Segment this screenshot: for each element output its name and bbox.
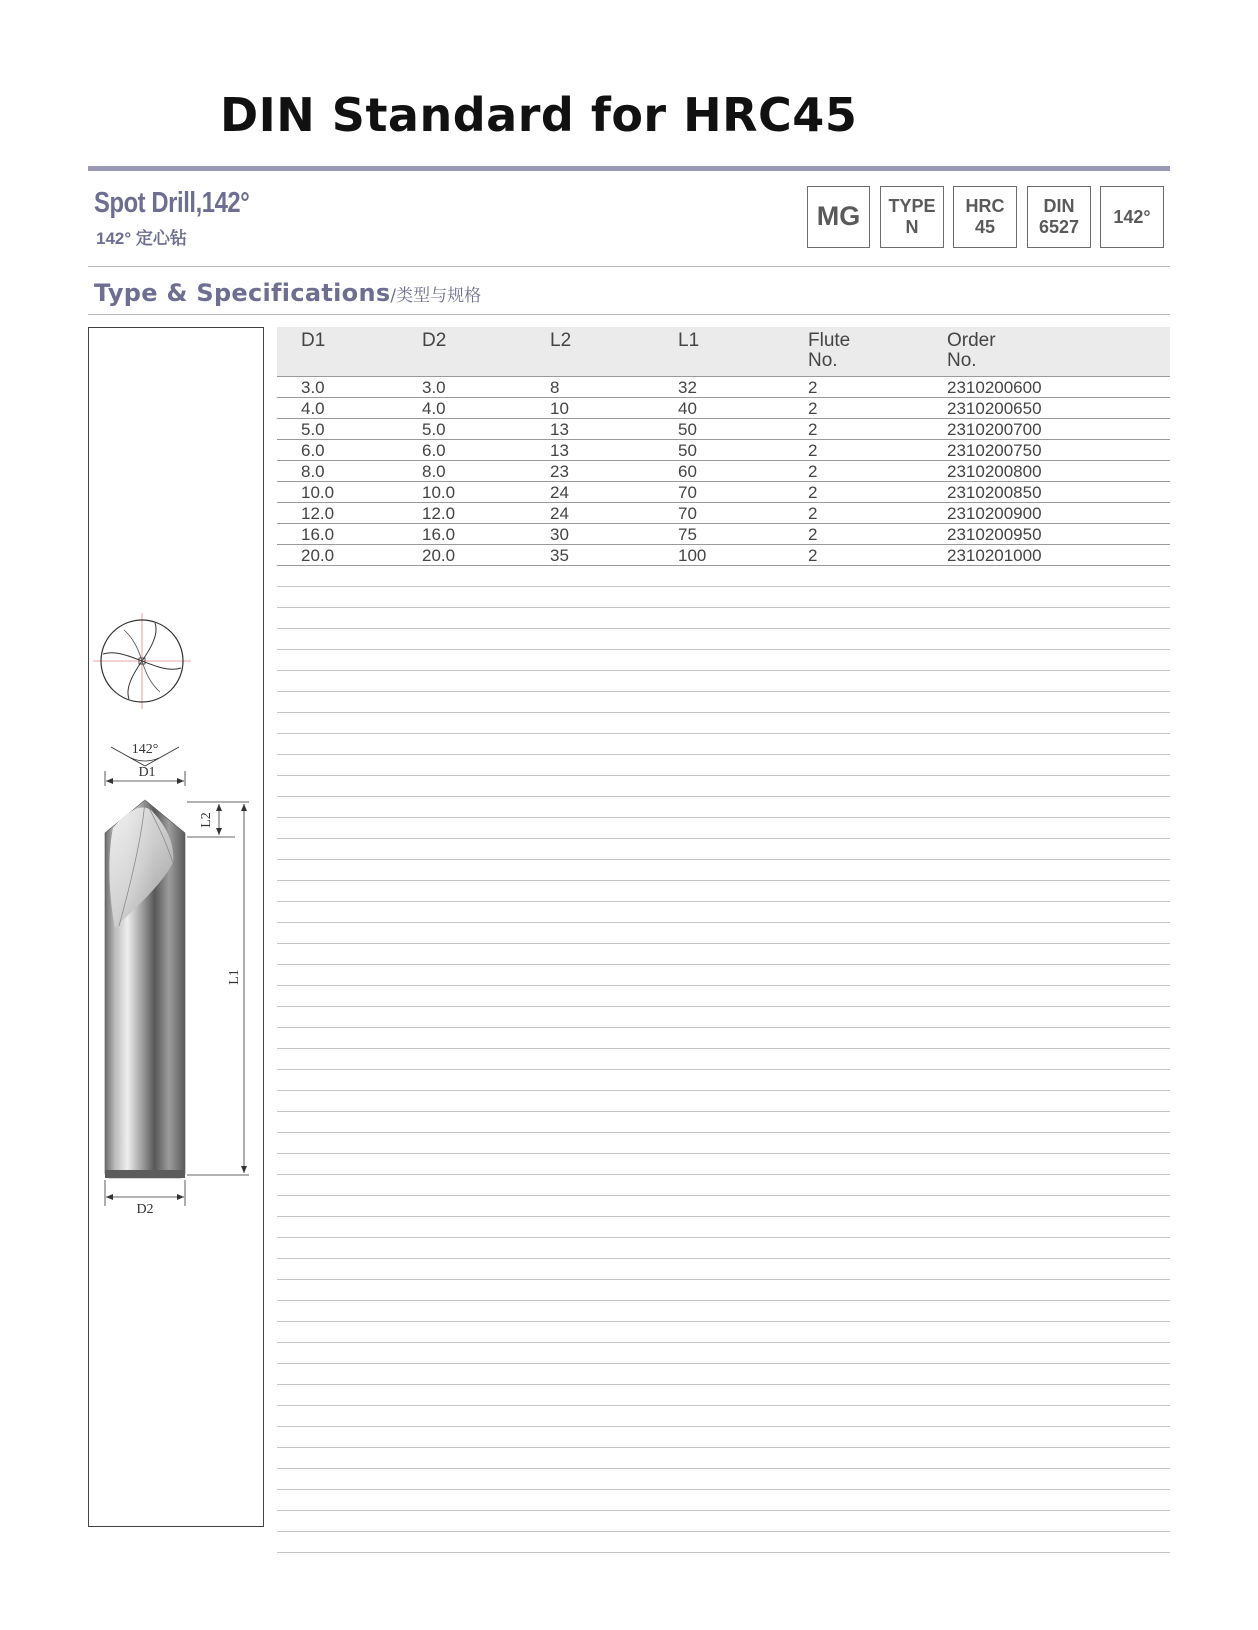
table-empty-line <box>277 755 1170 776</box>
table-empty-line <box>277 734 1170 755</box>
table-empty-line <box>277 1385 1170 1406</box>
table-empty-line <box>277 1322 1170 1343</box>
header-l2 <box>550 331 571 351</box>
header-order-line1: Order <box>947 330 996 351</box>
title-divider <box>88 166 1170 171</box>
table-empty-line <box>277 1070 1170 1091</box>
header-d1-label: D1 <box>301 330 326 351</box>
table-empty-line <box>277 671 1170 692</box>
cell-order-no: 2310200800 <box>947 462 1042 481</box>
table-empty-line <box>277 1007 1170 1028</box>
table-empty-line <box>277 608 1170 629</box>
header-order-no <box>947 331 996 371</box>
cell-d2: 20.0 <box>422 546 456 565</box>
cell-order-no: 2310200700 <box>947 420 1042 439</box>
d2-dimension <box>105 1180 185 1217</box>
table-row <box>277 461 1170 482</box>
l2-label: L2 <box>199 812 214 828</box>
badge-type-line1: TYPE <box>888 196 936 217</box>
badge-hrc-line1: HRC <box>965 196 1005 217</box>
header-flute-no <box>808 331 850 371</box>
table-empty-line <box>277 1112 1170 1133</box>
table-row <box>277 419 1170 440</box>
badge-hrc <box>953 186 1017 248</box>
cell-order-no: 2310201000 <box>947 546 1042 565</box>
cell-d1: 12.0 <box>301 504 335 523</box>
header-flute-line2: No. <box>808 350 838 371</box>
table-empty-line <box>277 860 1170 881</box>
spec-table <box>277 327 1170 1553</box>
d2-label: D2 <box>136 1202 154 1217</box>
cell-d1: 3.0 <box>301 378 325 397</box>
cell-d2: 3.0 <box>422 378 446 397</box>
cell-order-no: 2310200950 <box>947 525 1042 544</box>
cell-d2: 12.0 <box>422 504 456 523</box>
header-l1 <box>678 331 699 351</box>
cell-flute-no: 2 <box>808 462 818 481</box>
cell-l2: 13 <box>550 441 569 460</box>
section-divider <box>88 314 1170 315</box>
header-divider <box>88 266 1170 267</box>
l1-label: L1 <box>227 969 242 985</box>
table-empty-line <box>277 1154 1170 1175</box>
table-empty-line <box>277 881 1170 902</box>
header-l2-label: L2 <box>550 330 572 351</box>
cell-flute-no: 2 <box>808 546 818 565</box>
header-d2 <box>422 331 446 351</box>
cell-l1: 32 <box>678 378 697 397</box>
cell-l2: 13 <box>550 420 569 439</box>
table-empty-line <box>277 1406 1170 1427</box>
table-empty-line <box>277 1091 1170 1112</box>
cell-l1: 50 <box>678 441 697 460</box>
table-empty-line <box>277 650 1170 671</box>
badge-material <box>807 186 870 248</box>
cell-flute-no: 2 <box>808 525 818 544</box>
angle-label: 142° <box>131 742 159 757</box>
cell-d1: 4.0 <box>301 399 325 418</box>
table-empty-line <box>277 1028 1170 1049</box>
cell-d1: 8.0 <box>301 462 325 481</box>
table-row <box>277 503 1170 524</box>
cell-order-no: 2310200850 <box>947 483 1042 502</box>
page-title: DIN Standard for HRC45 <box>220 88 858 142</box>
table-empty-line <box>277 944 1170 965</box>
table-empty-line <box>277 986 1170 1007</box>
cell-d2: 10.0 <box>422 483 456 502</box>
header-order-line2: No. <box>947 350 977 371</box>
table-row <box>277 482 1170 503</box>
cell-d2: 5.0 <box>422 420 446 439</box>
table-empty-line <box>277 902 1170 923</box>
cell-d1: 20.0 <box>301 546 335 565</box>
table-empty-line <box>277 566 1170 587</box>
cell-d1: 6.0 <box>301 441 325 460</box>
section-title-cn: /类型与规格 <box>390 286 482 306</box>
cell-order-no: 2310200900 <box>947 504 1042 523</box>
table-empty-line <box>277 818 1170 839</box>
cell-l1: 70 <box>678 483 697 502</box>
table-empty-line <box>277 692 1170 713</box>
badge-type <box>880 186 944 248</box>
table-empty-line <box>277 1280 1170 1301</box>
cell-d1: 16.0 <box>301 525 335 544</box>
table-empty-line <box>277 1532 1170 1553</box>
cell-d2: 8.0 <box>422 462 446 481</box>
cell-order-no: 2310200650 <box>947 399 1042 418</box>
spot-drill-drawing <box>89 328 265 1528</box>
cell-l2: 35 <box>550 546 569 565</box>
table-empty-line <box>277 713 1170 734</box>
badge-material-text: MG <box>816 201 861 232</box>
cell-l2: 30 <box>550 525 569 544</box>
cell-l1: 60 <box>678 462 697 481</box>
table-empty-line <box>277 1175 1170 1196</box>
table-empty-line <box>277 1343 1170 1364</box>
table-row <box>277 377 1170 398</box>
cell-flute-no: 2 <box>808 441 818 460</box>
badge-type-line2: N <box>905 217 919 237</box>
table-empty-line <box>277 1217 1170 1238</box>
cell-l1: 75 <box>678 525 697 544</box>
table-empty-line <box>277 587 1170 608</box>
table-empty-line <box>277 1490 1170 1511</box>
table-empty-line <box>277 1427 1170 1448</box>
cell-flute-no: 2 <box>808 378 818 397</box>
table-row <box>277 440 1170 461</box>
header-flute-line1: Flute <box>808 330 851 351</box>
table-empty-line <box>277 965 1170 986</box>
table-empty-line <box>277 629 1170 650</box>
table-empty-line <box>277 839 1170 860</box>
table-empty-line <box>277 776 1170 797</box>
product-name: Spot Drill,142° <box>94 187 250 219</box>
spot-drill-body <box>105 800 185 1178</box>
table-empty-line <box>277 1511 1170 1532</box>
badge-din <box>1027 186 1091 248</box>
table-empty-line <box>277 1196 1170 1217</box>
length-dimensions <box>187 802 249 1175</box>
table-row <box>277 524 1170 545</box>
d1-dimension <box>105 765 185 786</box>
badge-din-line2: 6527 <box>1038 217 1080 237</box>
cell-flute-no: 2 <box>808 420 818 439</box>
cell-l1: 70 <box>678 504 697 523</box>
table-empty-line <box>277 1049 1170 1070</box>
section-title-en: Type & Specifications <box>94 279 391 307</box>
angle-callout <box>111 742 179 766</box>
table-empty-lines <box>277 566 1170 1553</box>
cell-d2: 6.0 <box>422 441 446 460</box>
header-l1-label: L1 <box>678 330 700 351</box>
d1-label: D1 <box>138 765 156 780</box>
header-d2-label: D2 <box>422 330 447 351</box>
table-empty-line <box>277 1133 1170 1154</box>
cell-d1: 5.0 <box>301 420 325 439</box>
section-title <box>94 279 481 307</box>
badge-hrc-line2: 45 <box>974 217 996 237</box>
cell-flute-no: 2 <box>808 504 818 523</box>
cell-l2: 10 <box>550 399 569 418</box>
badge-angle <box>1100 186 1164 248</box>
badge-din-line1: DIN <box>1043 196 1075 217</box>
table-empty-line <box>277 1469 1170 1490</box>
cell-order-no: 2310200750 <box>947 441 1042 460</box>
cell-l2: 24 <box>550 504 569 523</box>
table-empty-line <box>277 1448 1170 1469</box>
table-body <box>277 377 1170 566</box>
cell-l2: 8 <box>550 378 560 397</box>
cell-l2: 23 <box>550 462 569 481</box>
tool-drawing-panel <box>88 327 264 1527</box>
cell-l1: 40 <box>678 399 697 418</box>
table-row <box>277 398 1170 419</box>
cell-order-no: 2310200600 <box>947 378 1042 397</box>
table-empty-line <box>277 1238 1170 1259</box>
end-view-icon <box>93 613 191 709</box>
table-empty-line <box>277 923 1170 944</box>
cell-d2: 4.0 <box>422 399 446 418</box>
table-header <box>277 327 1170 377</box>
table-row <box>277 545 1170 566</box>
cell-d1: 10.0 <box>301 483 335 502</box>
cell-d2: 16.0 <box>422 525 456 544</box>
cell-l1: 100 <box>678 546 707 565</box>
table-empty-line <box>277 797 1170 818</box>
cell-flute-no: 2 <box>808 483 818 502</box>
badge-angle-text: 142° <box>1113 206 1151 227</box>
cell-flute-no: 2 <box>808 399 818 418</box>
cell-l1: 50 <box>678 420 697 439</box>
table-empty-line <box>277 1301 1170 1322</box>
header-d1 <box>301 331 325 351</box>
product-subtitle: 142° 定心钻 <box>96 229 187 248</box>
table-empty-line <box>277 1364 1170 1385</box>
cell-l2: 24 <box>550 483 569 502</box>
table-empty-line <box>277 1259 1170 1280</box>
